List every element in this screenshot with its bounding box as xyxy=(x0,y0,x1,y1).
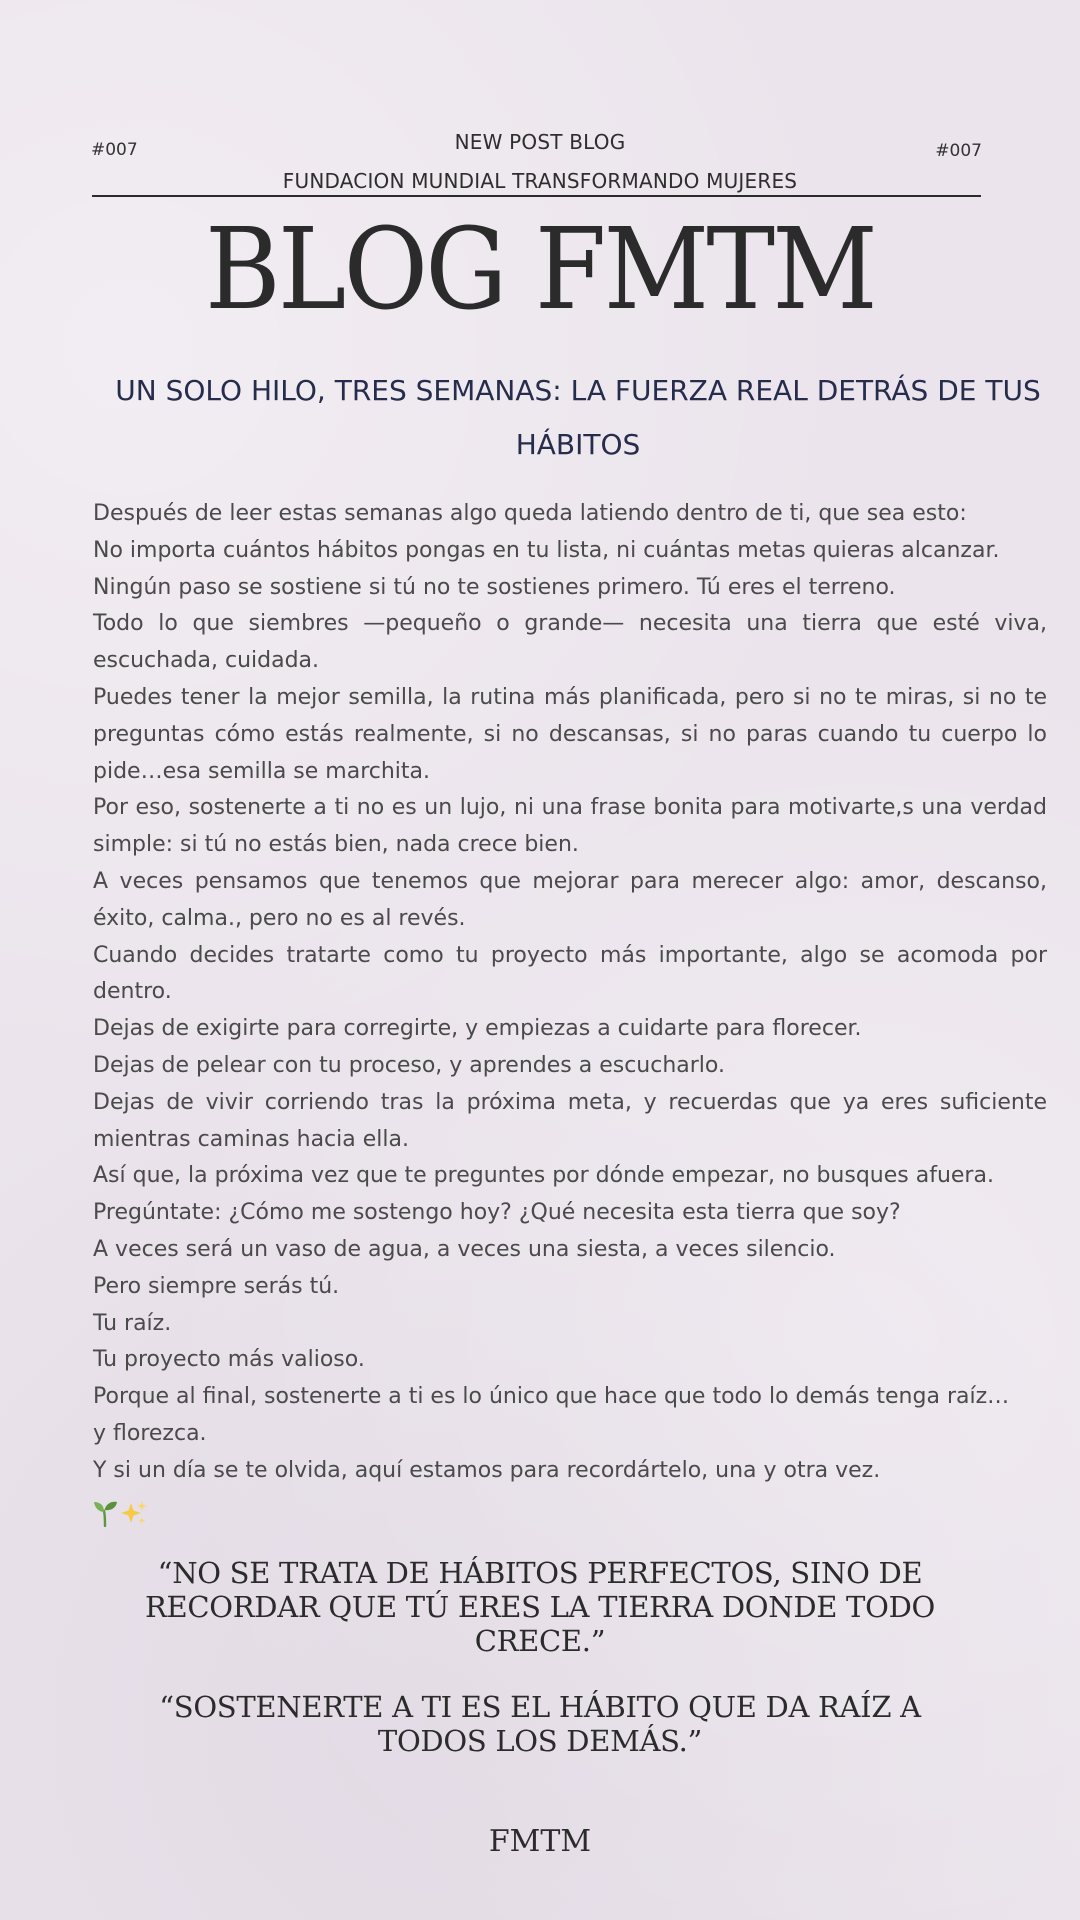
body-paragraph: Pregúntate: ¿Cómo me sostengo hoy? ¿Qué necesita esta tierra que soy? xyxy=(93,1200,901,1226)
body-paragraph: Dejas de vivir corriendo tras la próxima meta, y recuerdas que ya eres suficiente mientras caminas hacia ella. xyxy=(93,1089,1047,1152)
body-paragraph: Porque al final, sostenerte a ti es lo único que hace que todo lo demás tenga raíz… xyxy=(93,1384,1010,1410)
emoji-row xyxy=(92,1496,148,1530)
body-paragraph: y florezca. xyxy=(93,1420,207,1446)
masthead-title: BLOG FMTM xyxy=(204,205,876,335)
body-paragraph: No importa cuántos hábitos pongas en tu lista, ni cuántas metas quieras alcanzar. xyxy=(93,537,1000,563)
body-paragraph: Todo lo que siembres —pequeño o grande— necesita una tierra que esté viva, escuchada, cuidada. xyxy=(93,611,1047,674)
body-paragraph: Y si un día se te olvida, aquí estamos para recordártelo, una y otra vez. xyxy=(93,1457,881,1483)
body-paragraph: Así que, la próxima vez que te preguntes por dónde empezar, no busques afuera. xyxy=(93,1163,994,1189)
pull-quote-first: “NO SE TRATA DE HÁBITOS PERFECTOS, SINO DE RECORDAR QUE TÚ ERES LA TIERRA DONDE TODO CRECE.” xyxy=(144,1556,935,1658)
body-paragraph: Puedes tener la mejor semilla, la rutina más planificada, pero si no te miras, si no te preguntas cómo estás realmente, si no descansas, si no paras cuando tu cuerpo lo pide…esa semilla se marchita. xyxy=(93,684,1047,784)
body-paragraph: Cuando decides tratarte como tu proyecto más importante, algo se acomoda por dentro. xyxy=(93,942,1047,1005)
body-paragraph: Pero siempre serás tú. xyxy=(93,1273,340,1299)
header-divider xyxy=(92,195,981,197)
body-paragraph: Tu proyecto más valioso. xyxy=(93,1347,365,1373)
post-title: UN SOLO HILO, TRES SEMANAS: LA FUERZA REAL DETRÁS DE TUS HÁBITOS xyxy=(115,374,1041,461)
issue-number-left: #007 xyxy=(91,140,138,160)
organization-name: FUNDACION MUNDIAL TRANSFORMANDO MUJERES xyxy=(282,169,798,193)
post-kicker: NEW POST BLOG xyxy=(454,130,626,154)
footer-brand: FMTM xyxy=(488,1824,592,1859)
body-paragraph: Ningún paso se sostiene si tú no te sostienes primero. Tú eres el terreno. xyxy=(93,574,896,600)
body-paragraph: Después de leer estas semanas algo queda latiendo dentro de ti, que sea esto: xyxy=(93,501,967,526)
body-paragraph: A veces será un vaso de agua, a veces una siesta, a veces silencio. xyxy=(93,1236,836,1262)
issue-number-right: #007 xyxy=(935,141,982,161)
body-paragraph: Por eso, sostenerte a ti no es un lujo, ni una frase bonita para motivarte,s una verdad simple: si tú no estás bien, nada crece bien. xyxy=(93,795,1047,858)
sparkles-icon xyxy=(120,1499,148,1527)
body-paragraph: A veces pensamos que tenemos que mejorar para merecer algo: amor, descanso, éxito, calma., pero no es al revés. xyxy=(93,868,1047,931)
pull-quote-second: “SOSTENERTE A TI ES EL HÁBITO QUE DA RAÍZ A TODOS LOS DEMÁS.” xyxy=(159,1690,921,1758)
seedling-icon xyxy=(92,1499,118,1527)
body-paragraph: Dejas de exigirte para corregirte, y empiezas a cuidarte para florecer. xyxy=(93,1016,862,1042)
post-body xyxy=(93,496,1047,1490)
body-paragraph: Dejas de pelear con tu proceso, y aprendes a escucharlo. xyxy=(93,1052,725,1078)
body-paragraph: Tu raíz. xyxy=(93,1310,172,1336)
